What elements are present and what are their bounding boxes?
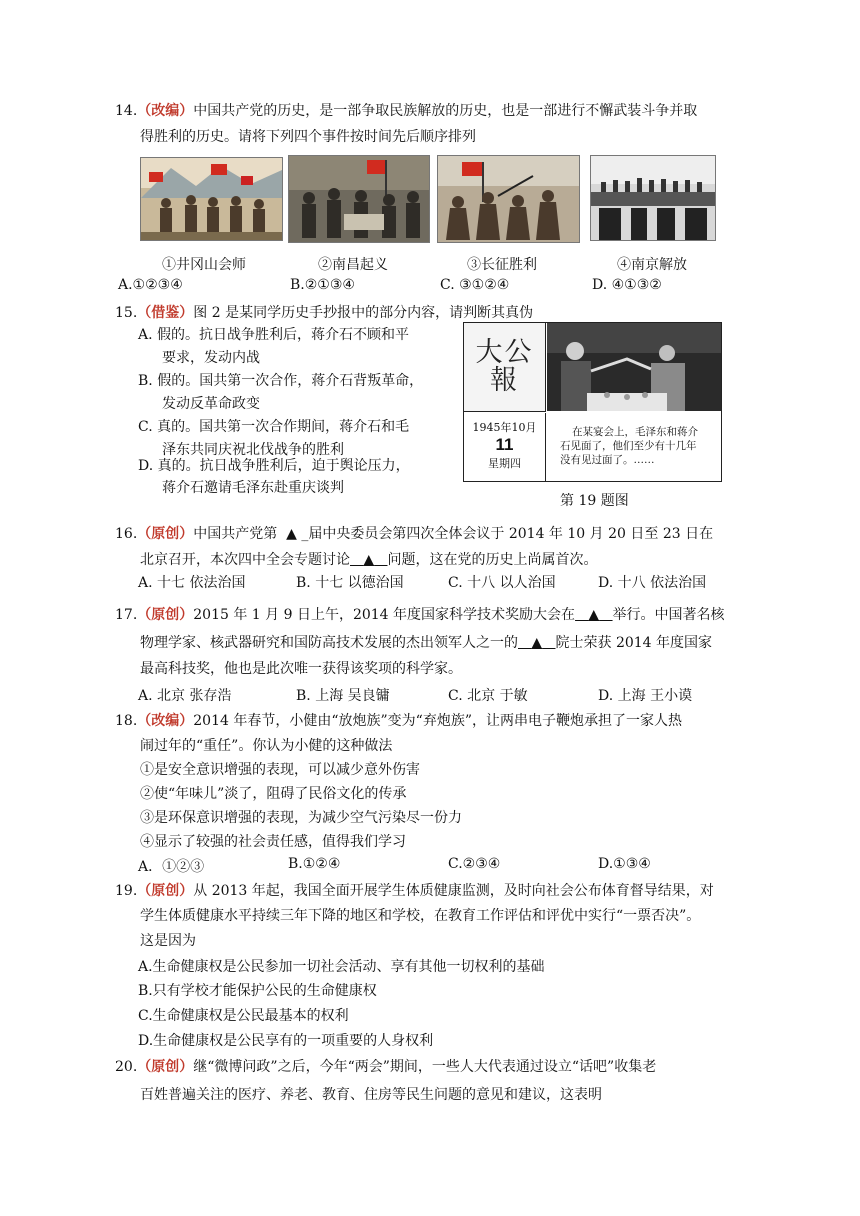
q15-option-b-line2: 发动反革命政变 <box>162 396 260 412</box>
q19-option-d: D.生命健康权是公民享有的一项重要的人身权利 <box>138 1033 434 1049</box>
q18-tag: （改编） <box>137 713 194 729</box>
q19-option-c: C.生命健康权是公民最基本的权利 <box>138 1008 349 1024</box>
q14-caption-3: ③长征胜利 <box>467 257 537 273</box>
q18-line1: 18.（改编）2014 年春节，小健由“放炮族”变为“弃炮族”，让两串电子鞭炮承担了一家人热 <box>115 713 682 729</box>
masthead-text: 大公報 <box>475 337 534 396</box>
q17-blank-2: ▲ <box>531 635 543 651</box>
q16-blank-1: ▲ <box>286 526 297 542</box>
q17-option-d: D. 上海 王小谟 <box>598 688 693 704</box>
q15-option-c-line2: 泽东共同庆祝北伐战争的胜利 <box>162 442 344 458</box>
banquet-photo <box>547 323 721 411</box>
q18-option-c: C.②③④ <box>448 856 501 872</box>
q14-line2: 得胜利的历史。请将下列四个事件按时间先后顺序排列 <box>140 129 476 145</box>
newspaper-article: 在某宴会上，毛泽东和蒋介 石见面了，他们至少有十几年 没有见过面了。…… <box>560 426 698 466</box>
q14-option-b: B.②①③④ <box>290 277 355 293</box>
q17-option-c: C. 北京 于敏 <box>448 688 528 704</box>
q20-tag: （原创） <box>137 1059 194 1075</box>
jinggangshan-painting <box>140 157 283 241</box>
q19-line1: 19.（原创）从 2013 年起，我国全面开展学生体质健康监测，及时向社会公布体育督导结果，对 <box>115 883 714 899</box>
newspaper-weekday: 星期四 <box>488 457 521 470</box>
q16-blank-2: ▲ <box>363 552 375 568</box>
q17-line3: 最高科技奖，他也是此次唯一获得该奖项的科学家。 <box>140 661 462 677</box>
figure-caption: 第 19 题图 <box>560 493 629 509</box>
q14-tag: （改编） <box>137 103 194 119</box>
q14-line1: 14.（改编）中国共产党的历史，是一部争取民族解放的历史，也是一部进行不懈武装斗争并取 <box>115 103 698 119</box>
q20-line2: 百姓普遍关注的医疗、养老、教育、住房等民生问题的意见和建议，这表明 <box>140 1087 602 1103</box>
q19-option-a: A.生命健康权是公民参加一切社会活动、享有其他一切权利的基础 <box>138 959 545 975</box>
newspaper-masthead <box>464 323 546 412</box>
nanjing-liberation-photo <box>590 155 716 241</box>
q15-option-a-line2: 要求，发动内战 <box>162 350 260 366</box>
q16-option-b: B. 十七 以德治国 <box>296 575 404 591</box>
q14-option-a: A.①②③④ <box>118 277 183 293</box>
q17-line1: 17.（原创）2015 年 1 月 9 日上午，2014 年度国家科学技术奖励大会在 ▲ 举行。中国著名核 <box>115 607 725 623</box>
q17-line2: 物理学家、核武器研究和国防高技术发展的杰出领军人之一的 ▲ 院士荣获 2014 年度国家 <box>140 635 713 651</box>
q18-line2: 闹过年的“重任”。你认为小健的这种做法 <box>140 738 393 754</box>
q14-caption-1: ①井冈山会师 <box>162 257 246 273</box>
q18-item-2: ②使“年味儿”淡了，阻碍了民俗文化的传承 <box>140 786 407 802</box>
q18-option-d: D.①③④ <box>598 856 651 872</box>
q18-option-a: A．①②③ <box>138 859 205 875</box>
q15-number: 15. <box>115 305 138 321</box>
q17-tag: （原创） <box>137 607 194 623</box>
q14-caption-4: ④南京解放 <box>617 257 687 273</box>
q19-line3: 这是因为 <box>140 933 196 949</box>
q14-number: 14. <box>115 103 138 119</box>
long-march-painting <box>437 155 580 243</box>
q15-option-c-line1: C. 真的。国共第一次合作期间，蒋介石和毛 <box>138 419 410 435</box>
q14-option-d: D. ④①③② <box>592 277 662 293</box>
q15-stem: 15.（借鉴）图 2 是某同学历史手抄报中的部分内容，请判断其真伪 <box>115 305 534 321</box>
q15-option-b-line1: B. 假的。国共第一次合作，蒋介石背叛革命， <box>138 373 424 389</box>
q14-option-c: C. ③①②④ <box>440 277 510 293</box>
q20-line1: 20.（原创）继“微博问政”之后，今年“两会”期间，一些人大代表通过设立“话吧”收集老 <box>115 1059 657 1075</box>
q17-blank-1: ▲ <box>588 607 600 623</box>
q16-option-c: C. 十八 以人治国 <box>448 575 556 591</box>
newspaper-day: 11 <box>495 435 514 454</box>
q18-option-b: B.①②④ <box>288 856 341 872</box>
q16-line2: 北京召开，本次四中全会专题讨论 ▲ 问题，这在党的历史上尚属首次。 <box>140 552 598 568</box>
q16-option-a: A. 十七 依法治国 <box>138 575 246 591</box>
q18-item-1: ①是安全意识增强的表现，可以减少意外伤害 <box>140 762 420 778</box>
q16-tag: （原创） <box>137 526 194 542</box>
q19-tag: （原创） <box>137 883 194 899</box>
q17-option-a: A. 北京 张存浩 <box>138 688 232 704</box>
q15-option-d-line1: D. 真的。抗日战争胜利后，迫于舆论压力， <box>138 458 410 474</box>
newspaper-date-box <box>464 413 546 481</box>
q18-item-3: ③是环保意识增强的表现，为减少空气污染尽一份力 <box>140 810 462 826</box>
q17-option-b: B. 上海 吴良镛 <box>296 688 390 704</box>
q19-line2: 学生体质健康水平持续三年下降的地区和学校，在教育工作评估和评优中实行“一票否决”。 <box>140 908 701 924</box>
q16-line1: 16.（原创）中国共产党第 ▲ _届中央委员会第四次全体会议于 2014 年 10 月 20 日至 23 日在 <box>115 526 714 542</box>
q14-caption-2: ②南昌起义 <box>318 257 388 273</box>
nanchang-uprising-painting <box>288 155 430 243</box>
q15-tag: （借鉴） <box>137 305 194 321</box>
q19-option-b: B.只有学校才能保护公民的生命健康权 <box>138 983 377 999</box>
q18-item-4: ④显示了较强的社会责任感，值得我们学习 <box>140 834 406 850</box>
q15-option-a-line1: A. 假的。抗日战争胜利后，蒋介石不顾和平 <box>138 327 410 343</box>
q16-option-d: D. 十八 依法治国 <box>598 575 707 591</box>
newspaper-date: 1945年10月 <box>472 421 537 434</box>
newspaper-figure <box>463 322 722 482</box>
q15-option-d-line2: 蒋介石邀请毛泽东赴重庆谈判 <box>162 480 344 496</box>
